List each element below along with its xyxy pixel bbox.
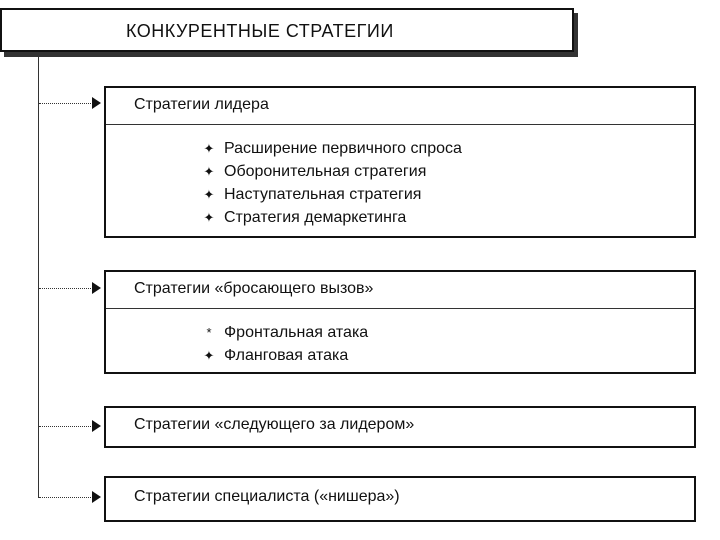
diagram-title: КОНКУРЕНТНЫЕ СТРАТЕГИИ [126, 21, 394, 41]
bullet-icon: ✦ [203, 187, 215, 202]
bullet-icon: * [206, 325, 212, 340]
list-item [202, 344, 694, 367]
strategy-label: Стратегии «следующего за лидером» [134, 416, 415, 433]
arrow-3 [92, 491, 101, 503]
arrow-1 [92, 282, 101, 294]
list-item [202, 137, 694, 160]
item-text: Наступательная стратегия [224, 186, 422, 203]
strategy-box-nicher [104, 476, 696, 522]
bullet-icon: ✦ [203, 348, 215, 363]
list-item [202, 160, 694, 183]
bullet-icon: ✦ [203, 164, 215, 179]
strategy-label: Стратегии лидера [134, 96, 269, 113]
item-list [106, 125, 694, 229]
box-header [106, 272, 694, 309]
list-item [202, 183, 694, 206]
item-text: Оборонительная стратегия [224, 163, 427, 180]
bullet-icon: ✦ [203, 210, 215, 225]
strategy-label: Стратегии специалиста («нишера») [134, 488, 400, 505]
arrow-0 [92, 97, 101, 109]
connector-3 [39, 497, 91, 498]
item-text: Стратегия демаркетинга [224, 209, 407, 226]
strategy-box-leader [104, 86, 696, 238]
title-box [0, 8, 574, 52]
item-list [106, 309, 694, 367]
box-header [106, 478, 694, 514]
item-text: Расширение первичного спроса [224, 140, 462, 157]
list-item [202, 206, 694, 229]
connector-1 [39, 288, 91, 289]
trunk-line [38, 55, 39, 498]
box-header [106, 88, 694, 125]
item-text: Фланговая атака [224, 347, 349, 364]
strategy-box-challenger [104, 270, 696, 374]
strategy-box-follower [104, 406, 696, 448]
connector-0 [39, 103, 91, 104]
bullet-icon: ✦ [203, 141, 215, 156]
item-text: Фронтальная атака [224, 324, 369, 341]
box-header [106, 408, 694, 444]
connector-2 [39, 426, 91, 427]
arrow-2 [92, 420, 101, 432]
list-item [202, 321, 694, 344]
strategy-label: Стратегии «бросающего вызов» [134, 280, 374, 297]
